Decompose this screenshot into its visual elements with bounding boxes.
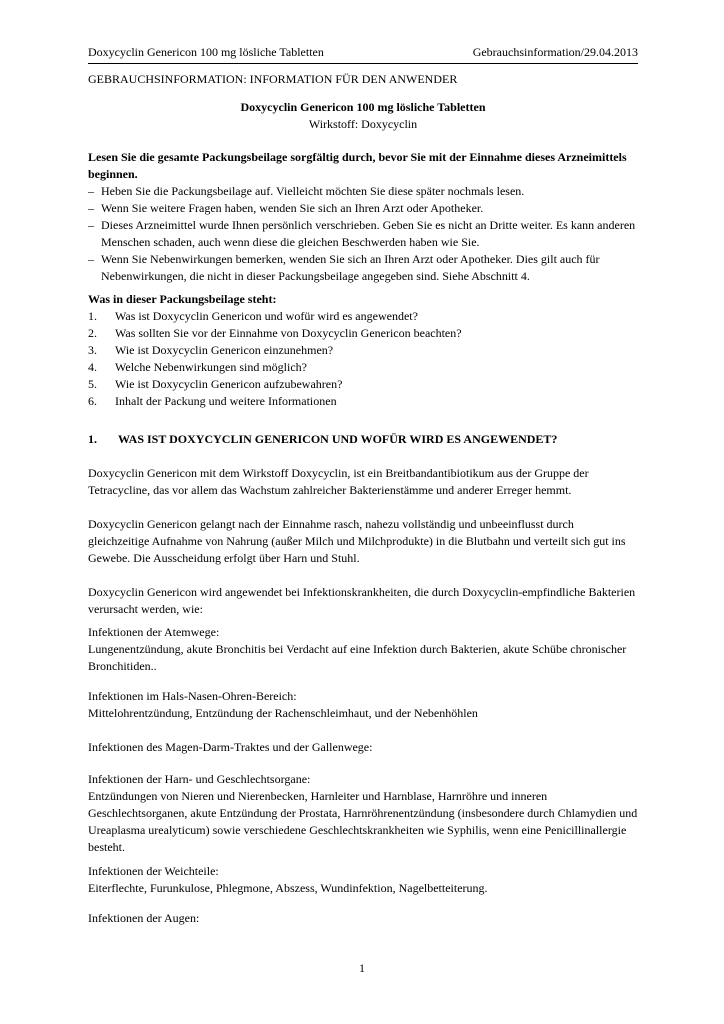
bullet-text: Dieses Arzneimittel wurde Ihnen persönlich verschrieben. Geben Sie es nicht an Dritte weiter. Es kann anderen Menschen schaden, auch wenn diese die gleichen Beschwerden haben wie Sie. <box>101 218 636 249</box>
indication-label: Infektionen der Atemwege: <box>88 625 220 639</box>
indication-label: Infektionen der Weichteile: <box>88 864 219 878</box>
toc-item-text: Inhalt der Packung und weitere Informationen <box>115 394 337 408</box>
toc-item-number: 5. <box>88 377 97 391</box>
dash-bullet: – <box>88 252 94 266</box>
bullet-item <box>88 183 638 200</box>
indication-group <box>88 771 638 856</box>
lead-instruction: Lesen Sie die gesamte Packungsbeilage sorgfältig durch, bevor Sie mit der Einnahme dieses Arzneimittels beginnen. <box>88 150 627 181</box>
indication-group <box>88 863 638 897</box>
indication-text: Eiterflechte, Furunkulose, Phlegmone, Abszess, Wundinfektion, Nagelbetteiterung. <box>88 881 488 895</box>
header-right-info: Gebrauchsinformation/29.04.2013 <box>472 45 638 59</box>
indication-group <box>88 624 638 675</box>
toc-item-number: 1. <box>88 309 97 323</box>
paragraph: Doxycyclin Genericon gelangt nach der Einnahme rasch, nahezu vollständig und unbeeinflusst durch gleichzeitige Aufnahme von Nahrung (außer Milch und Milchprodukte) in die Blutbahn und verteilt sich gut ins Gewebe. Die Ausscheidung erfolgt über Harn und Stuhl. <box>88 517 626 565</box>
toc-item <box>88 376 638 393</box>
bullet-item <box>88 200 638 217</box>
indication-label: Infektionen der Harn- und Geschlechtsorgane: <box>88 772 311 786</box>
toc-item <box>88 325 638 342</box>
section-1-heading <box>88 431 638 448</box>
toc-item <box>88 308 638 325</box>
bullet-item <box>88 217 638 251</box>
toc-item-number: 4. <box>88 360 97 374</box>
toc-item <box>88 342 638 359</box>
indication-label: Infektionen des Magen-Darm-Traktes und der Gallenwege: <box>88 740 373 754</box>
dash-bullet: – <box>88 184 94 198</box>
toc <box>88 291 638 410</box>
dash-bullet: – <box>88 201 94 215</box>
active-ingredient-line: Wirkstoff: Doxycyclin <box>308 117 418 131</box>
toc-item <box>88 393 638 410</box>
bullet-item <box>88 251 638 285</box>
document-type-line: GEBRAUCHSINFORMATION: INFORMATION FÜR DEN ANWENDER <box>88 72 458 86</box>
indication-text: Mittelohrentzündung, Entzündung der Rachenschleimhaut, und der Nebenhöhlen <box>88 706 478 720</box>
page-number: 1 <box>359 961 365 975</box>
toc-item-text: Was ist Doxycyclin Genericon und wofür wird es angewendet? <box>115 309 418 323</box>
instruction-bullet-list <box>88 183 638 285</box>
dash-bullet: – <box>88 218 94 232</box>
toc-heading: Was in dieser Packungsbeilage steht: <box>88 292 277 306</box>
toc-item-text: Wie ist Doxycyclin Genericon aufzubewahren? <box>115 377 343 391</box>
indication-group <box>88 910 638 927</box>
toc-item <box>88 359 638 376</box>
toc-item-text: Wie ist Doxycyclin Genericon einzunehmen? <box>115 343 334 357</box>
section-heading-text: WAS IST DOXYCYCLIN GENERICON UND WOFÜR WIRD ES ANGEWENDET? <box>118 432 558 446</box>
toc-item-text: Was sollten Sie vor der Einnahme von Doxycyclin Genericon beachten? <box>115 326 462 340</box>
product-title: Doxycyclin Genericon 100 mg lösliche Tabletten <box>240 100 486 114</box>
indication-label: Infektionen im Hals-Nasen-Ohren-Bereich: <box>88 689 297 703</box>
indication-group <box>88 688 638 722</box>
header-left-title: Doxycyclin Genericon 100 mg lösliche Tabletten <box>88 45 324 59</box>
paragraph: Doxycyclin Genericon wird angewendet bei Infektionskrankheiten, die durch Doxycyclin-empfindliche Bakterien verursacht werden, wie: <box>88 585 636 616</box>
bullet-text: Heben Sie die Packungsbeilage auf. Vielleicht möchten Sie diese später nochmals lesen. <box>101 184 525 198</box>
paragraph: Doxycyclin Genericon mit dem Wirkstoff Doxycyclin, ist ein Breitbandantibiotikum aus der Gruppe der Tetracycline, das vor allem das Wachstum zahlreicher Bakterienstämme und anderer Erreger hemmt. <box>88 466 589 497</box>
toc-item-text: Welche Nebenwirkungen sind möglich? <box>115 360 307 374</box>
section-number: 1. <box>88 432 97 446</box>
indication-text: Lungenentzündung, akute Bronchitis bei Verdacht auf eine Infektion durch Bakterien, akute Schübe chronischer Bronchitiden.. <box>88 642 627 673</box>
page-header <box>88 44 638 64</box>
indication-text: Entzündungen von Nieren und Nierenbecken, Harnleiter und Harnblase, Harnröhre und inneren Geschlechtsorganen, akute Entzündung der Prostata, Harnröhrenentzündung (insbesondere durch Chlamydien und Ureaplasma urealyticum) sowie verschiedene Geschlechtskrankheiten wie Syphilis, wenn eine Penicillinallergie besteht. <box>88 789 638 854</box>
toc-item-number: 3. <box>88 343 97 357</box>
bullet-text: Wenn Sie weitere Fragen haben, wenden Sie sich an Ihren Arzt oder Apotheker. <box>101 201 484 215</box>
bullet-text: Wenn Sie Nebenwirkungen bemerken, wenden Sie sich an Ihren Arzt oder Apotheker. Dies gilt auch für Nebenwirkungen, die nicht in dieser Packungsbeilage angegeben sind. Siehe Abschnitt 4. <box>101 252 600 283</box>
toc-item-number: 2. <box>88 326 97 340</box>
indication-label: Infektionen der Augen: <box>88 911 200 925</box>
toc-item-number: 6. <box>88 394 97 408</box>
indication-group <box>88 739 638 756</box>
